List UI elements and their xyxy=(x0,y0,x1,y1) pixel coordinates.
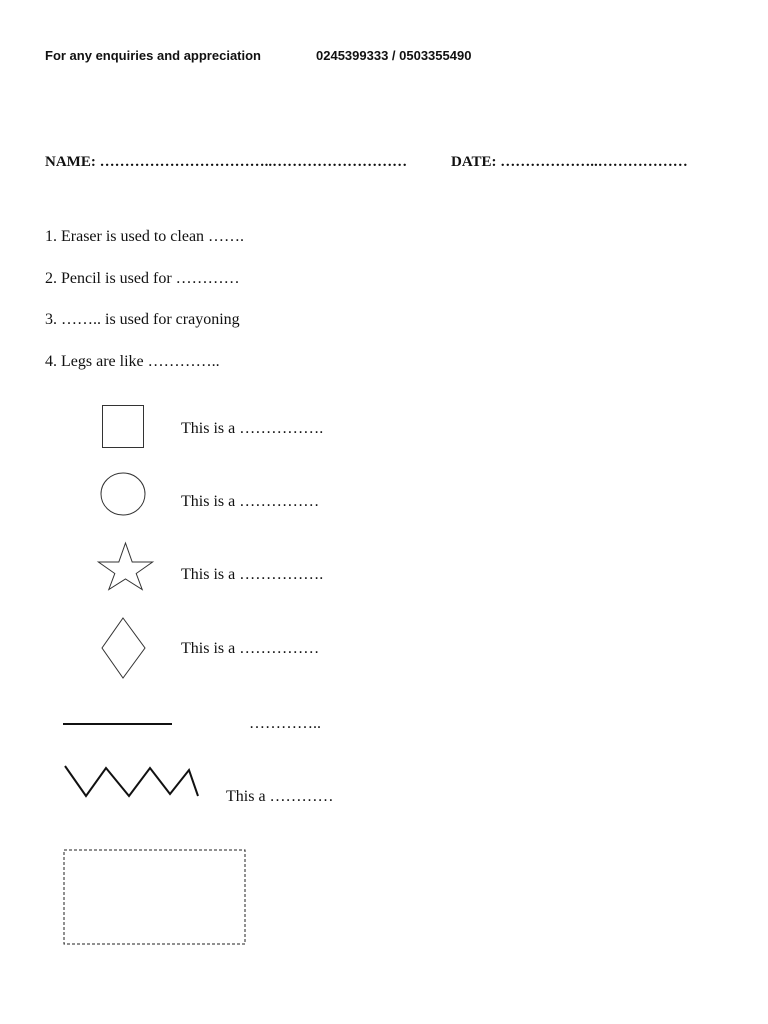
question-2: 2. Pencil is used for ………… xyxy=(45,270,240,287)
square-icon xyxy=(102,405,145,449)
circle-icon xyxy=(100,472,146,516)
question-4: 4. Legs are like ………….. xyxy=(45,353,220,370)
straight-line-icon xyxy=(63,721,173,727)
shape-label-star: This is a ……………. xyxy=(181,566,324,583)
diamond-icon xyxy=(101,617,147,680)
drawing-box xyxy=(63,849,248,947)
line-label-straight: ………….. xyxy=(249,715,321,732)
question-1: 1. Eraser is used to clean ……. xyxy=(45,228,245,245)
enquiry-text: For any enquiries and appreciation xyxy=(45,48,261,63)
shape-label-circle: This is a …………… xyxy=(181,493,320,510)
shape-label-square: This is a ……………. xyxy=(181,420,324,437)
shape-label-diamond: This is a …………… xyxy=(181,640,320,657)
date-field: DATE: ………………..……………… xyxy=(451,154,688,170)
name-field: NAME: ……………………………..……………………… xyxy=(45,154,408,170)
line-label-zigzag: This a ………… xyxy=(226,788,334,805)
star-icon xyxy=(96,541,156,591)
phone-numbers: 0245399333 / 0503355490 xyxy=(316,48,472,63)
zigzag-line-icon xyxy=(62,762,202,802)
question-3: 3. …….. is used for crayoning xyxy=(45,311,240,328)
